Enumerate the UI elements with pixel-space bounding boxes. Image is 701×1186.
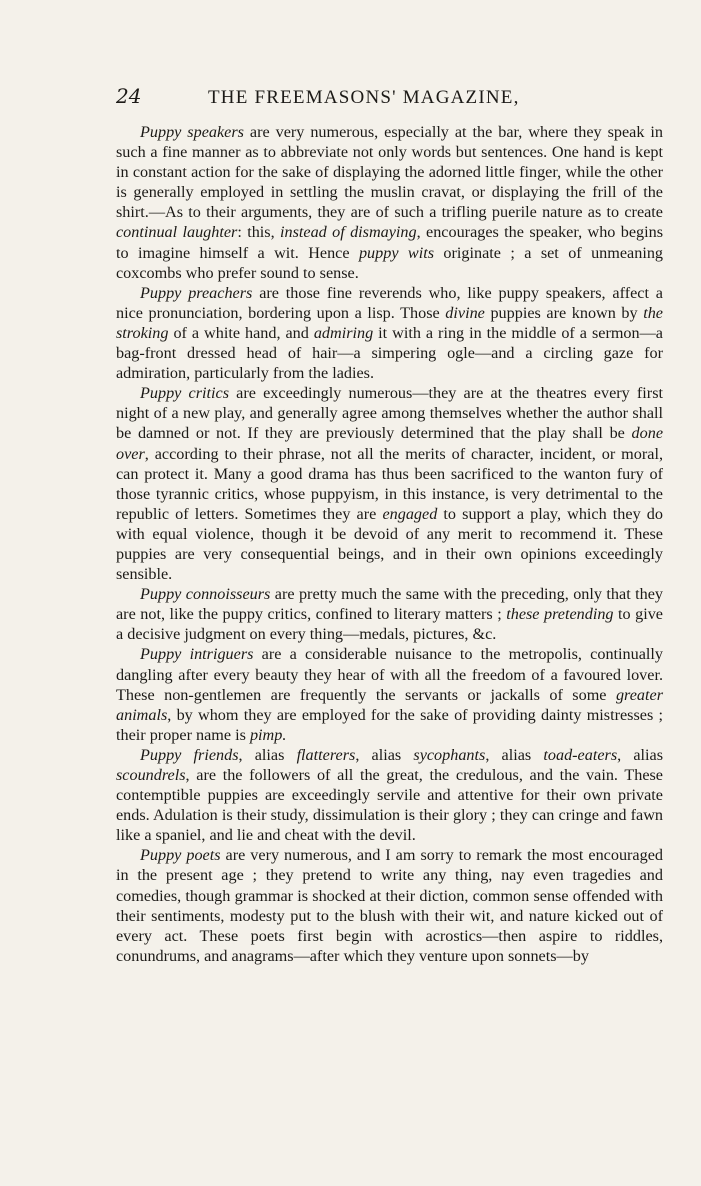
text-run: , encourages the speaker, who begins to imagine himself a wit. Hence <box>116 223 663 262</box>
paragraph <box>116 745 663 845</box>
italic-text: instead of dismaying <box>280 223 417 242</box>
text-run: , alias <box>485 745 544 764</box>
italic-text: Puppy preachers <box>140 283 253 302</box>
text-run: it with a ring in the middle of a sermon—a bag-front dressed head of hair—a simpering ogle—and a circling gaze for admiration, particularly from the ladies. <box>116 323 663 383</box>
text-run: , according to their phrase, not all the merits of character, incident, or moral, can protect it. Many a good drama has thus been sacrificed to the wanton fury of those tyrannic critics, whose puppyism, in this instance, is very detrimental to the republic of letters. Sometimes they are <box>116 444 663 523</box>
paragraph <box>116 845 663 966</box>
page-header <box>116 84 663 114</box>
italic-text: puppy wits <box>358 243 435 262</box>
text-run: are exceedingly numerous—they are at the theatres every first night of a new play, and generally agree among themselves whether the author shall be damned or not. If they are previously determined that the play shall be <box>116 384 663 443</box>
italic-text: divine <box>445 303 485 322</box>
text-run: , are the followers of all the great, the credulous, and the vain. These contemptible puppies are exceedingly servile and attentive for their own private ends. Adulation is their study, dissimulation is their glory ; they can cringe and fawn like a spaniel, and lie and cheat with the devil. <box>116 766 663 845</box>
italic-text: Puppy connoisseurs <box>140 585 271 604</box>
italic-text: pimp. <box>249 725 287 744</box>
italic-text: done over <box>116 424 663 463</box>
text-run: : this, <box>237 223 281 242</box>
page-number: 24 <box>116 84 142 108</box>
italic-text: flatterers <box>296 745 356 764</box>
italic-text: engaged <box>382 504 438 523</box>
paragraph <box>116 383 663 584</box>
text-run: to support a play, which they do with equal violence, though it be devoid of any merit to recommend it. These puppies are very consequential beings, and in their own opinions exceedingly sensible. <box>116 504 663 584</box>
text-run: are a considerable nuisance to the metropolis, continually dangling after every beauty they hear of with all the freedom of a favoured lover. These non-gentlemen are frequently the servants or jackalls of some <box>116 645 664 704</box>
text-run: of a white hand, and <box>168 323 314 342</box>
italic-text: continual laughter <box>116 223 238 242</box>
paragraph <box>116 283 663 383</box>
body-text <box>116 122 663 966</box>
italic-text: the stroking <box>116 303 663 342</box>
text-run: , by whom they are employed for the sake of providing dainty mistresses ; their proper name is <box>116 705 663 744</box>
italic-text: scoundrels <box>116 766 186 784</box>
italic-text: sycophants <box>413 745 486 764</box>
text-run: originate ; a set of unmeaning coxcombs who prefer sound to sense. <box>116 243 664 282</box>
italic-text: Puppy speakers <box>140 123 244 141</box>
italic-text: Puppy critics <box>140 384 229 403</box>
text-run: , alias <box>355 745 414 764</box>
paragraph <box>116 584 663 644</box>
italic-text: Puppy friends <box>140 745 239 764</box>
italic-text: toad-eaters <box>543 745 618 764</box>
text-run: , alias <box>617 745 664 764</box>
paragraph <box>116 122 663 283</box>
italic-text: Puppy intriguers <box>140 645 254 664</box>
text-run: are very numerous, and I am sorry to remark the most encouraged in the present age ; they pretend to write any thing, nay even tragedies and comedies, though grammar is shocked at their diction, common sense offended with their sentiments, modesty put to the blush with their wit, and nature kicked out of every act. These poets first begin with acrostics—then aspire to riddles, conundrums, and anagrams—after which they venture upon sonnets—by <box>116 846 663 965</box>
paragraph <box>116 644 663 744</box>
italic-text: admiring <box>313 323 374 342</box>
text-run: are pretty much the same with the preceding, only that they are not, like the puppy critics, confined to literary matters ; <box>116 585 663 624</box>
running-title: THE FREEMASONS' MAGAZINE, <box>208 87 520 108</box>
italic-text: these pretending <box>506 605 614 624</box>
italic-text: greater animals <box>116 685 663 724</box>
italic-text: Puppy poets <box>140 846 221 865</box>
text-run: are very numerous, especially at the bar, where they speak in such a fine manner as to abbreviate not only words but sentences. One hand is kept in constant action for the sake of displaying the adorned little finger, while the other is generally employed in settling the muslin cravat, or displaying the frill of the shirt.—As to their arguments, they are of such a trifling puerile nature as to create <box>116 123 663 222</box>
text-run: are those fine reverends who, like puppy speakers, affect a nice pronunciation, bordering upon a lisp. Those <box>116 283 663 322</box>
text-run: puppies are known by <box>484 303 644 322</box>
text-run: , alias <box>238 745 297 764</box>
text-run: to give a decisive judgment on every thing—medals, pictures, &c. <box>116 605 663 644</box>
